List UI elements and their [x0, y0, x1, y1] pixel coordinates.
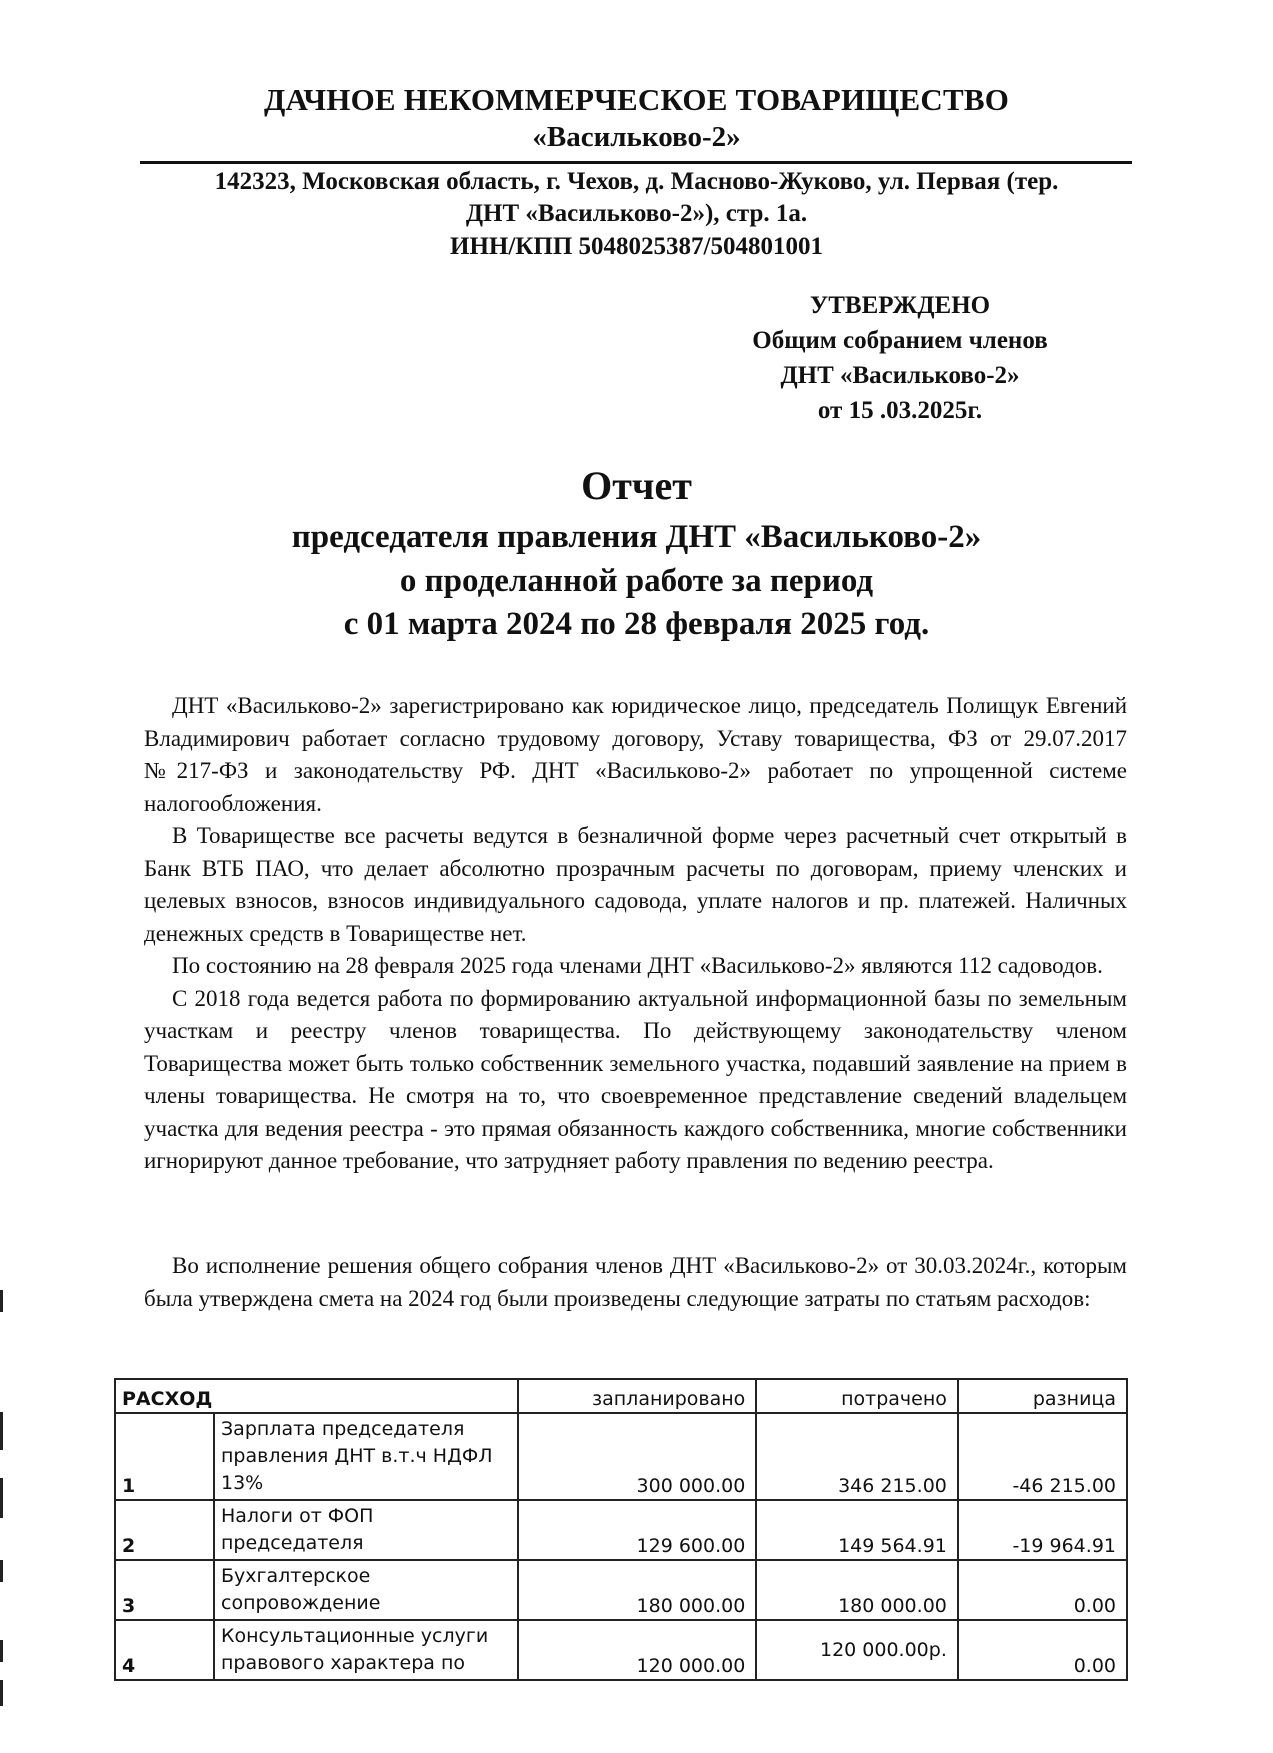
table-row: [115, 1413, 1127, 1500]
inn-kpp: ИНН/КПП 5048025387/504801001: [450, 233, 823, 260]
table-row: [115, 1560, 1127, 1620]
difference-value: -46 215.00: [958, 1413, 1127, 1500]
scan-edge-mark: [0, 1560, 3, 1582]
column-header-spent: потрачено: [756, 1379, 958, 1413]
difference-value: 0.00: [958, 1620, 1127, 1680]
column-header-planned: запланировано: [518, 1379, 756, 1413]
paragraph: В Товариществе все расчеты ведутся в безналичной форме через расчетный счет открытый в Банк ВТБ ПАО, что делает абсолютно прозрачным расчеты по договорам, приему членских и целевых взносов, взносов индивидуального садовода, уплате налогов и пр. платежей. Наличных денежных средств в Товариществе нет.: [144, 823, 1127, 946]
report-subtitle-2: о проделанной работе за период: [399, 563, 874, 599]
row-number: 4: [115, 1620, 214, 1680]
paragraph: Во исполнение решения общего собрания членов ДНТ «Васильково-2» от 30.03.2024г., которым была утверждена смета на 2024 год были произведены следующие затраты по статьям расходов:: [144, 1253, 1127, 1311]
table-row: [115, 1620, 1127, 1680]
paragraph: По состоянию на 28 февраля 2025 года членами ДНТ «Васильково-2» являются 112 садоводов.: [172, 953, 1103, 978]
expense-name: Зарплата председателя правления ДНТ в.т.ч НДФЛ 13%: [214, 1413, 518, 1500]
expenses-intro: [144, 1250, 1127, 1315]
spent-value: 149 564.91: [756, 1500, 958, 1560]
row-number: 1: [115, 1413, 214, 1500]
organization-short-name: «Васильково-2»: [532, 121, 741, 153]
row-number: 3: [115, 1560, 214, 1620]
column-header-difference: разница: [958, 1379, 1127, 1413]
row-number: 2: [115, 1500, 214, 1560]
report-title: Отчет: [581, 463, 692, 508]
difference-value: -19 964.91: [958, 1500, 1127, 1560]
spent-value: 180 000.00: [756, 1560, 958, 1620]
report-subtitle-1: председателя правления ДНТ «Васильково-2»: [291, 519, 982, 555]
spent-value: 120 000.00р.: [756, 1620, 958, 1680]
header-divider: [140, 161, 1132, 164]
table-row: [115, 1500, 1127, 1560]
expense-name: Налоги от ФОП председателя: [214, 1500, 518, 1560]
address-line-2: ДНТ «Васильково-2»), стр. 1а.: [465, 200, 808, 227]
spent-value: 346 215.00: [756, 1413, 958, 1500]
column-header-expense: РАСХОД: [115, 1379, 518, 1413]
organization-name: ДАЧНОЕ НЕКОММЕРЧЕСКОЕ ТОВАРИЩЕСТВО: [263, 82, 1010, 117]
address-line-1: 142323, Московская область, г. Чехов, д. Масново-Жуково, ул. Первая (тер.: [214, 168, 1059, 195]
scan-edge-mark: [0, 1412, 3, 1450]
planned-value: 180 000.00: [518, 1560, 756, 1620]
difference-value: 0.00: [958, 1560, 1127, 1620]
scan-edge-mark: [0, 1478, 3, 1518]
approval-date: от 15 .03.2025г.: [817, 397, 983, 424]
paragraph: ДНТ «Васильково-2» зарегистрировано как юридическое лицо, председатель Полищук Евгений Владимирович работает согласно трудовому договору, Уставу товарищества, ФЗ от 29.07.2017 №217-ФЗ и законодательству РФ. ДНТ «Васильково-2» работает по упрощенной системе налогообложения.: [144, 693, 1127, 816]
report-subtitle-3: с 01 марта 2024 по 28 февраля 2025 год.: [343, 606, 930, 642]
approval-body: Общим собранием членов: [752, 327, 1048, 354]
scan-edge-mark: [0, 1290, 3, 1312]
paragraph: С 2018 года ведется работа по формированию актуальной информационной базы по земельным участкам и реестру членов товарищества. По действующему законодательству членом Товарищества может быть только собственник земельного участка, подавший заявление на прием в члены товарищества. Не смотря на то, что своевременное представление сведений владельцем участка для ведения реестра - это прямая обязанность каждого собственника, многие собственники игнорируют данное требование, что затрудняет работу правления по ведению реестра.: [144, 985, 1127, 1173]
report-body: [144, 690, 1127, 1178]
planned-value: 300 000.00: [518, 1413, 756, 1500]
approval-organization: ДНТ «Васильково-2»: [780, 362, 1020, 389]
planned-value: 129 600.00: [518, 1500, 756, 1560]
scan-edge-mark: [0, 1640, 3, 1662]
scan-edge-mark: [0, 1680, 3, 1706]
planned-value: 120 000.00: [518, 1620, 756, 1680]
expense-name: Консультационные услуги правового характера по: [214, 1620, 518, 1680]
table-header-row: [115, 1379, 1127, 1413]
expense-name: Бухгалтерское сопровождение: [214, 1560, 518, 1620]
expenses-table: [114, 1378, 1128, 1681]
approval-heading: УТВЕРЖДЕНО: [809, 292, 991, 319]
